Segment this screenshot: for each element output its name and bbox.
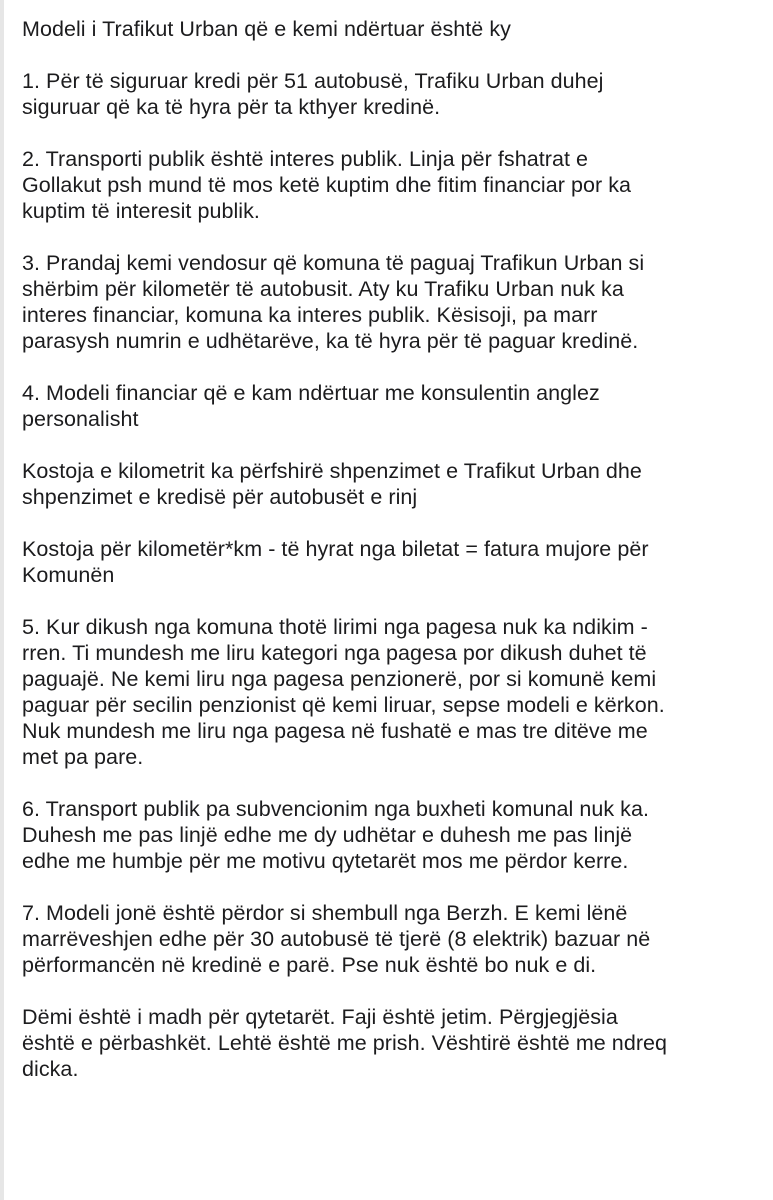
text-line: Komunën [22,563,115,587]
text-line: paguar për secilin penzionist që kemi liruar, sepse modeli e kërkon. [22,693,665,717]
text-line: Nuk mundesh me liru nga pagesa në fushatë e mas tre ditëve me [22,719,648,743]
text-line: personalisht [22,407,139,431]
text-line: 3. Prandaj kemi vendosur që komuna të paguaj Trafikun Urban si [22,251,645,275]
text-line: përformancën në kredinë e parë. Pse nuk është bo nuk e di. [22,953,597,977]
paragraph-point-6 [22,796,767,874]
paragraph-point-2 [22,146,767,224]
text-line: Duhesh me pas linjë edhe me dy udhëtar e duhesh me pas linjë [22,823,633,847]
post-body [22,16,767,1108]
text-line: 4. Modeli financiar që e kam ndërtuar me konsulentin anglez [22,381,600,405]
text-line: Kostoja për kilometër*km - të hyrat nga biletat = fatura mujore për [22,537,649,561]
paragraph-point-1 [22,68,767,120]
paragraph-formula [22,536,767,588]
paragraph-point-5 [22,614,767,770]
text-line: dicka. [22,1057,79,1081]
left-edge-divider [0,0,4,1200]
text-line: paguajë. Ne kemi liru nga pagesa penzionerë, por si komunë kemi [22,667,657,691]
text-line: 1. Për të siguruar kredi për 51 autobusë, Trafiku Urban duhej [22,69,604,93]
text-line: Modeli i Trafikut Urban që e kemi ndërtuar është ky [22,17,511,41]
text-line: parasysh numrin e udhëtarëve, ka të hyra për të paguar kredinë. [22,329,639,353]
paragraph-point-3 [22,250,767,354]
text-line: met pa pare. [22,745,144,769]
text-line: 5. Kur dikush nga komuna thotë lirimi nga pagesa nuk ka ndikim - [22,615,648,639]
text-line: 6. Transport publik pa subvencionim nga buxheti komunal nuk ka. [22,797,650,821]
text-line: rren. Ti mundesh me liru kategori nga pagesa por dikush duhet të [22,641,647,665]
text-line: kuptim të interesit publik. [22,199,260,223]
text-line: shpenzimet e kredisë për autobusët e rinj [22,485,418,509]
text-line: shërbim për kilometër të autobusit. Aty ku Trafiku Urban nuk ka [22,277,624,301]
text-line: interes financiar, komuna ka interes publik. Kësisoji, pa marr [22,303,598,327]
paragraph-conclusion [22,1004,767,1082]
text-line: është e përbashkët. Lehtë është me prish. Vështirë është me ndreq [22,1031,668,1055]
paragraph-intro [22,16,767,42]
text-line: edhe me humbje për me motivu qytetarët mos me përdor kerre. [22,849,629,873]
text-line: Kostoja e kilometrit ka përfshirë shpenzimet e Trafikut Urban dhe [22,459,642,483]
text-line: marrëveshjen edhe për 30 autobusë të tjerë (8 elektrik) bazuar në [22,927,651,951]
paragraph-point-7 [22,900,767,978]
text-line: siguruar që ka të hyra për ta kthyer kredinë. [22,95,441,119]
text-line: 2. Transporti publik është interes publik. Linja për fshatrat e [22,147,589,171]
paragraph-point-4 [22,380,767,432]
text-line: Dëmi është i madh për qytetarët. Faji është jetim. Përgjegjësia [22,1005,618,1029]
text-line: 7. Modeli jonë është përdor si shembull nga Berzh. E kemi lënë [22,901,628,925]
paragraph-km-cost [22,458,767,510]
text-line: Gollakut psh mund të mos ketë kuptim dhe fitim financiar por ka [22,173,632,197]
